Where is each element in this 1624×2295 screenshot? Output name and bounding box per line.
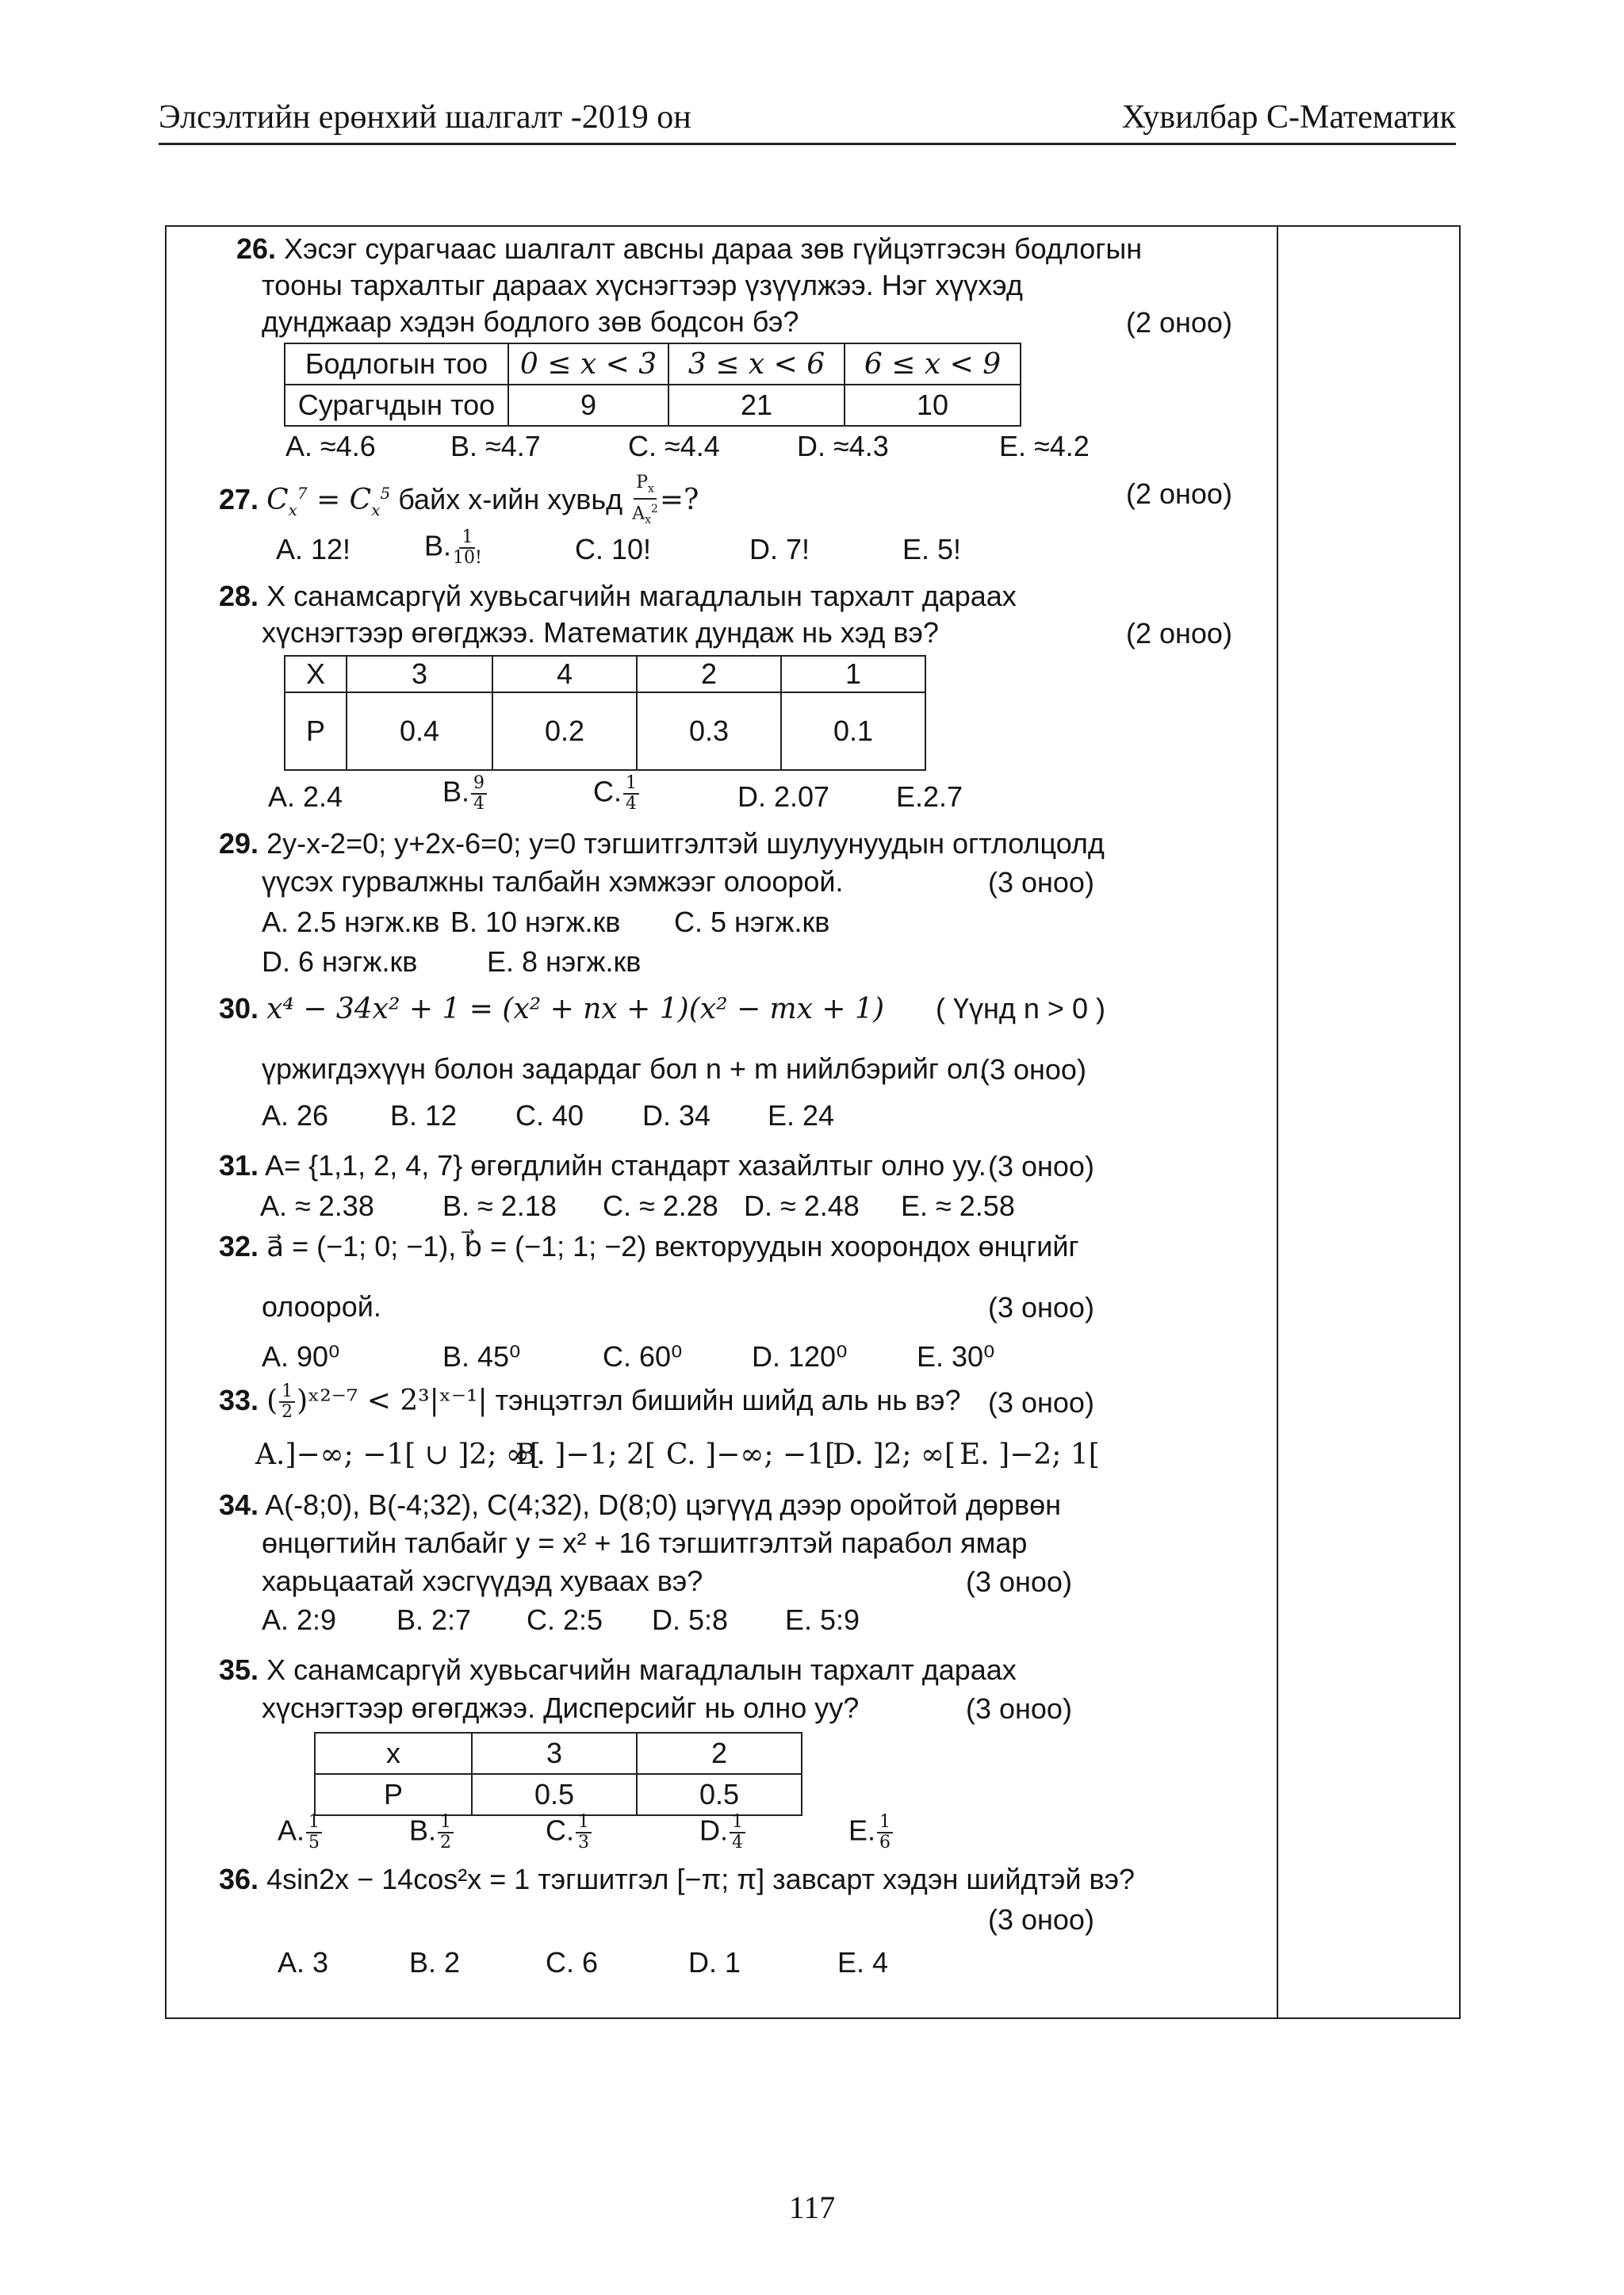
q28-option-b: B. $\frac{9}{4}$ — [442, 774, 488, 814]
q28-line1: 28. X санамсаргүй хувьсагчийн магадлалын тархалт дараах — [219, 580, 1017, 612]
table-cell: x — [315, 1733, 472, 1774]
q28-option-c: C. $\frac{1}{4}$ — [593, 774, 641, 814]
q30-option-d: D. 34 — [642, 1099, 711, 1132]
q36-option-e: E. 4 — [837, 1946, 889, 1979]
q30-option-a: A. 26 — [262, 1099, 329, 1132]
table-cell: 3 ≤ x < 6 — [668, 343, 845, 385]
q33-option-a: A.]−∞; −1[ ∪ ]2; ∞[ — [255, 1439, 541, 1471]
q30-line2: үржигдэхүүн болон задардаг бол n + m нийлбэрийг ол. — [262, 1052, 987, 1085]
q29-line1: 29. 2y-x-2=0; y+2x-6=0; y=0 тэгшитгэлтэй шулуунуудын огтлолцолд — [219, 827, 1105, 860]
q26-table — [284, 343, 1021, 427]
q30-option-e: E. 24 — [768, 1099, 835, 1132]
q34-option-c: C. 2:5 — [527, 1603, 603, 1636]
q32-line2: олоорой. — [262, 1290, 381, 1323]
q28-option-e: E.2.7 — [896, 780, 963, 813]
q30-points: (3 оноо) — [980, 1053, 1086, 1086]
q35-line2: хүснэгтээр өгөгджээ. Дисперсийг нь олно уу? — [262, 1692, 860, 1724]
table-cell: 21 — [668, 385, 845, 426]
q27-combination-expression: $C_x^7 = C_x^5$ — [266, 484, 391, 520]
q27-text: байх x-ийн хувьд — [398, 483, 623, 515]
table-cell: Бодлогын тоо — [285, 343, 508, 385]
q28-line2: хүснэгтээр өгөгджээ. Математик дундаж нь хэд вэ? — [262, 616, 939, 649]
questions-frame — [165, 225, 1461, 2019]
q28-option-d: D. 2.07 — [737, 780, 830, 813]
q34-option-a: A. 2:9 — [262, 1603, 337, 1636]
q34-option-e: E. 5:9 — [785, 1603, 860, 1636]
q32-option-a: A. 90⁰ — [262, 1340, 340, 1373]
q33-option-d: D. ]2; ∞[ — [833, 1439, 956, 1471]
q35-option-c: C. $\frac{1}{3}$ — [546, 1813, 593, 1852]
q28-option-a: A. 2.4 — [268, 780, 343, 813]
q33-points: (3 оноо) — [988, 1386, 1094, 1419]
table-cell: 1 — [781, 656, 925, 692]
q36-option-c: C. 6 — [546, 1946, 599, 1979]
q36-option-b: B. 2 — [409, 1946, 461, 1979]
q32-points: (3 оноо) — [988, 1291, 1094, 1324]
header-left-title: Элсэлтийн ерөнхий шалгалт -2019 он — [159, 99, 691, 136]
q32-option-b: B. 45⁰ — [442, 1340, 521, 1373]
q34-line3: харьцаатай хэсгүүдэд хуваах вэ? — [262, 1565, 703, 1597]
table-cell: 0.5 — [472, 1774, 637, 1815]
q26-option-e: E. ≈4.2 — [999, 430, 1090, 462]
q29-number: 29. — [219, 827, 259, 860]
q35-line1: 35. X санамсаргүй хувьсагчийн магадлалын тархалт дараах — [219, 1653, 1017, 1686]
q36-option-d: D. 1 — [688, 1946, 741, 1979]
table-cell: 0.1 — [781, 692, 925, 770]
q36-points: (3 оноо) — [988, 1903, 1094, 1936]
q31-line: 31. A= {1,1, 2, 4, 7} өгөгдлийн стандарт хазайлтыг олно уу. — [219, 1149, 986, 1182]
table-cell: Сурагчдын тоо — [285, 385, 508, 426]
q33-line: 33. ( $\frac{1}{2}$ )ˣ²⁻⁷ < 2³|ˣ⁻¹| тэнцэтгэл бишийн шийд аль нь вэ? — [219, 1381, 961, 1423]
table-row — [285, 656, 925, 692]
q30-condition: ( Үүнд n > 0 ) — [936, 992, 1105, 1025]
q35-points: (3 оноо) — [966, 1692, 1072, 1725]
q33-number: 33. — [219, 1384, 259, 1416]
table-cell: 9 — [508, 385, 668, 426]
q29-option-c: C. 5 нэгж.кв — [674, 906, 830, 938]
q29-option-a: A. 2.5 нэгж.кв — [262, 906, 440, 938]
q30-number: 30. — [219, 992, 259, 1025]
q27-line: 27. $C_x^7 = C_x^5$ байх x-ийн хувьд $\frac{P_x}{A_x^2}$ =? — [219, 469, 699, 534]
q27-option-a: A. 12! — [276, 533, 351, 565]
q35-option-e: E. $\frac{1}{6}$ — [848, 1813, 894, 1852]
q34-line2: өнцөгтийн талбайг y = x² + 16 тэгшитгэлтэй парабол ямар — [262, 1527, 1028, 1559]
q32-line1: 32. a⃗ = (−1; 0; −1), b⃗ = (−1; 1; −2) векторуудын хоорондох өнцгийг — [219, 1230, 1079, 1262]
q26-line2: тооны тархалтыг дараах хүснэгтээр үзүүлжээ. Нэг хүүхэд — [262, 269, 1023, 301]
answer-column-divider — [1277, 227, 1278, 2017]
q31-option-a: A. ≈ 2.38 — [260, 1190, 374, 1222]
q32-option-d: D. 120⁰ — [752, 1340, 848, 1373]
table-cell: P — [285, 692, 347, 770]
q27-option-d: D. 7! — [749, 533, 810, 565]
table-cell: 3 — [347, 656, 492, 692]
q30-line1: 30. x⁴ − 34x² + 1 = (x² + nx + 1)(x² − mx + 1) — [219, 992, 884, 1025]
table-cell: 6 ≤ x < 9 — [845, 343, 1021, 385]
q26-option-d: D. ≈4.3 — [797, 430, 889, 462]
table-cell: 3 — [472, 1733, 637, 1774]
q29-option-e: E. 8 нэгж.кв — [487, 945, 642, 978]
table-cell: 2 — [637, 1733, 802, 1774]
q26-line3: дунджаар хэдэн бодлого зөв бодсон бэ? — [262, 305, 799, 338]
q35-table — [314, 1732, 802, 1816]
q26-option-a: A. ≈4.6 — [285, 430, 376, 462]
table-cell: 0.3 — [637, 692, 781, 770]
q34-number: 34. — [219, 1488, 259, 1521]
q35-number: 35. — [219, 1653, 259, 1686]
q28-number: 28. — [219, 580, 259, 612]
q31-option-e: E. ≈ 2.58 — [901, 1190, 1015, 1222]
q27-points: (2 оноо) — [1126, 477, 1232, 510]
q27-option-b: B. $\frac{1}{10!}$ — [424, 527, 482, 568]
q26-number: 26. — [236, 232, 277, 265]
q34-option-b: B. 2:7 — [396, 1603, 472, 1636]
q34-points: (3 оноо) — [966, 1565, 1072, 1598]
table-row — [315, 1774, 802, 1815]
q35-option-a: A. $\frac{1}{5}$ — [278, 1813, 324, 1852]
table-cell: 0.2 — [492, 692, 637, 770]
table-cell: 2 — [637, 656, 781, 692]
q35-option-d: D. $\frac{1}{4}$ — [699, 1813, 747, 1852]
table-cell: P — [315, 1774, 472, 1815]
table-cell: 0.5 — [637, 1774, 802, 1815]
table-cell: 4 — [492, 656, 637, 692]
q30-option-b: B. 12 — [390, 1099, 458, 1132]
q32-option-e: E. 30⁰ — [917, 1340, 995, 1373]
q27-option-c: C. 10! — [575, 533, 652, 565]
q29-option-b: B. 10 нэгж.кв — [450, 906, 621, 938]
q36-number: 36. — [219, 1863, 259, 1895]
q27-option-e: E. 5! — [902, 533, 962, 565]
q33-option-e: E. ]−2; 1[ — [959, 1439, 1100, 1471]
q26-option-b: B. ≈4.7 — [450, 430, 541, 462]
q29-points: (3 оноо) — [988, 866, 1094, 898]
q29-line2: үүсэх гурвалжны талбайн хэмжээг олоорой. — [262, 865, 844, 898]
q32-option-c: C. 60⁰ — [603, 1340, 683, 1373]
q27-ratio-fraction: $\frac{P_x}{A_x^2}$ — [632, 472, 658, 527]
q31-option-c: C. ≈ 2.28 — [603, 1190, 718, 1222]
table-cell: 10 — [845, 385, 1021, 426]
table-row — [285, 692, 925, 770]
q30-option-c: C. 40 — [515, 1099, 584, 1132]
header-right-title: Хувилбар C-Математик — [1121, 99, 1456, 136]
q28-table — [284, 655, 926, 771]
q31-option-d: D. ≈ 2.48 — [744, 1190, 860, 1222]
q33-option-b: B. ]−1; 2[ — [515, 1439, 656, 1471]
q36-option-a: A. 3 — [278, 1946, 329, 1979]
q33-option-c: C. ]−∞; −1[ — [666, 1439, 837, 1471]
q26-option-c: C. ≈4.4 — [628, 430, 720, 462]
table-cell: 0 ≤ x < 3 — [508, 343, 668, 385]
q31-option-b: B. ≈ 2.18 — [442, 1190, 557, 1222]
q27-number: 27. — [219, 483, 259, 515]
q29-option-d: D. 6 нэгж.кв — [262, 945, 418, 978]
q34-line1: 34. A(-8;0), B(-4;32), C(4;32), D(8;0) цэгүүд дээр оройтой дөрвөн — [219, 1488, 1061, 1521]
q28-points: (2 оноо) — [1126, 617, 1232, 649]
q36-line: 36. 4sin2x − 14cos²x = 1 тэгшитгэл [−π; π] завсарт хэдэн шийдтэй вэ? — [219, 1863, 1135, 1895]
q32-number: 32. — [219, 1230, 259, 1262]
page-number: 117 — [788, 2190, 836, 2225]
table-cell: 0.4 — [347, 692, 492, 770]
q34-option-d: D. 5:8 — [652, 1603, 729, 1636]
page-header — [159, 86, 1456, 145]
q31-number: 31. — [219, 1149, 259, 1182]
table-row — [285, 385, 1021, 426]
q26-line1: 26. Хэсэг сурагчаас шалгалт авсны дараа зөв гүйцэтгэсэн бодлогын — [236, 232, 1143, 265]
q35-option-b: B. $\frac{1}{2}$ — [409, 1813, 455, 1852]
table-cell: X — [285, 656, 347, 692]
table-row — [315, 1733, 802, 1774]
q33-half-fraction: $\frac{1}{2}$ — [279, 1382, 295, 1422]
q26-points: (2 оноо) — [1126, 306, 1232, 339]
q31-points: (3 оноо) — [988, 1150, 1094, 1182]
table-row — [285, 343, 1021, 385]
